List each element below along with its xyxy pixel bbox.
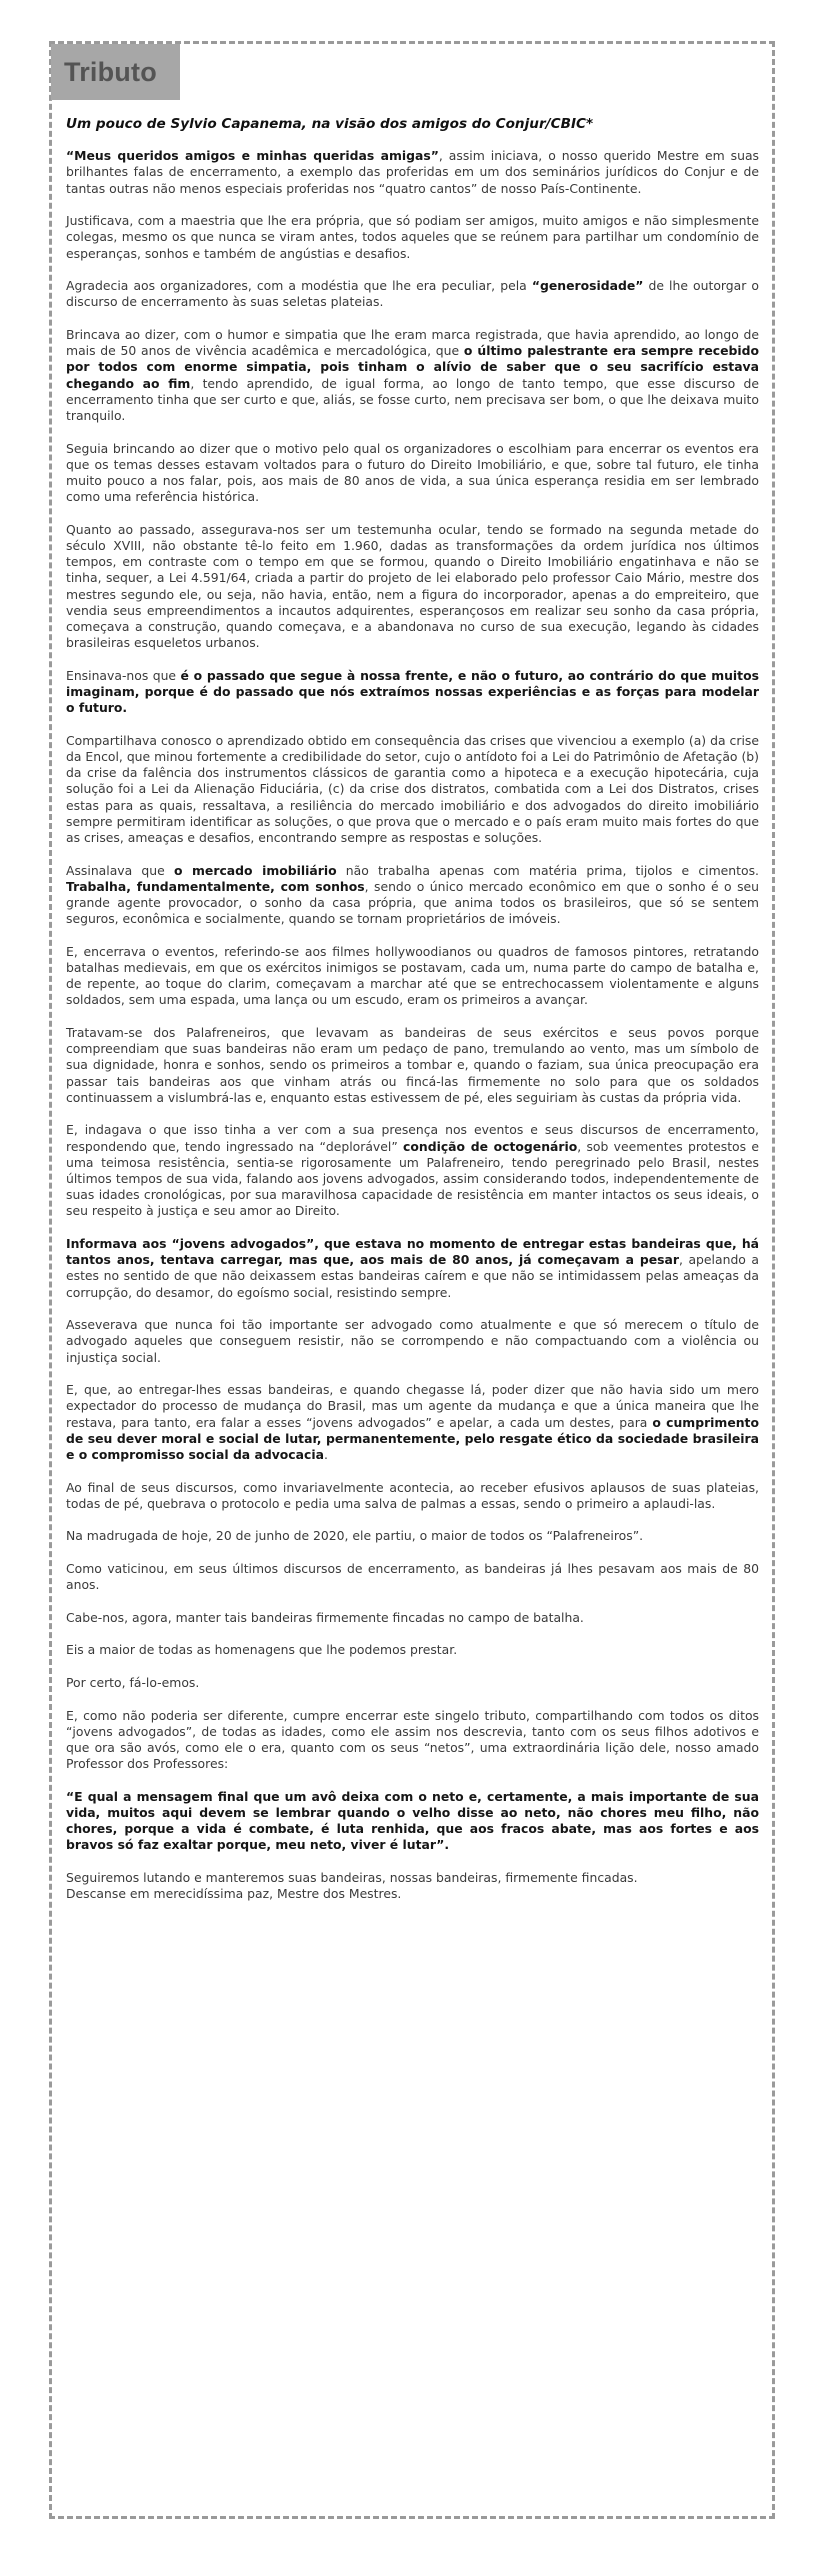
text-run: Agradecia aos organizadores, com a modéstia que lhe era peculiar, pela (66, 278, 532, 294)
bold-text: o mercado imobiliário (173, 862, 337, 878)
article-body (66, 116, 759, 1919)
text-run: . (323, 1447, 328, 1463)
text-run: Asseverava que nunca foi tão importante ser advogado como atualmente e que só merecem o título de advogado aqueles que conseguem resistir, não se corrompendo e não compactuando com a violência ou injustiça social. (66, 1317, 759, 1365)
text-run: Por certo, fá-lo-emos. (66, 1675, 200, 1691)
text-run: Eis a maior de todas as homenagens que lhe podemos prestar. (66, 1642, 458, 1658)
closing-line: Seguiremos lutando e manteremos suas bandeiras, nossas bandeiras, firmemente fincadas. (66, 1870, 638, 1886)
text-run: Compartilhava conosco o aprendizado obtido em consequência das crises que vivenciou a exemplo (a) da crise da Encol, que minou fortemente a credibilidade do setor, cujo o antídoto foi a Lei do Patrimônio de Afetação (b) da crise da falência dos instrumentos clássicos de garantia como a hipoteca e a execução hipotecária, cuja solução foi a Lei da Alienação Fiduciária, (c) da crise dos distratos, combatida com a Lei dos Distratos, crises estas para as quais, ressaltava, a resiliência do mercado imobiliário e dos advogados do direito imobiliário sempre permitiram identificar as soluções, o que prova que o mercado e o país eram muito mais fortes do que as crises, ameaças e desafios, encontrando sempre as respostas e soluções. (66, 732, 759, 846)
bold-text: o último palestrante era sempre recebido por todos com enorme simpatia, pois tinham o alívio de saber que o seu sacrifício estava chegando ao fim (66, 343, 759, 391)
bold-text: “Meus queridos amigos e minhas queridas amigas” (66, 148, 439, 164)
paragraph (66, 1642, 759, 1658)
text-run: , apelando a estes no sentido de que não deixassem estas bandeiras caírem e que não se intimidassem pelas ameaças da corrupção, do desamor, do egoísmo social, resistindo sempre. (66, 1252, 760, 1300)
text-run: não trabalha apenas com matéria prima, tijolos e cimentos. (336, 862, 759, 878)
paragraph (66, 441, 759, 506)
text-run: Quanto ao passado, assegurava-nos ser um testemunha ocular, tendo se formado na segunda metade do século XVIII, não obstante tê-lo feito em 1.960, dadas as transformações da ordem jurídica nos últimos tempos, em contraste com o tempo em que se formou, quando o Direito Imobiliário engatinhava e não se tinha, sequer, a Lei 4.591/64, criada a partir do projeto de lei elaborado pelo professor Caio Mário, mestre dos mestres segundo ele, ou seja, não havia, então, nem a figura do incorporador, apenas a do empreiteiro, que vendia seus empreendimentos a incautos adquirentes, esperançosos em realizar seu sonho da casa própria, começava a construção, quando começava, e a abandonava no curso de sua execução, legando às cidades brasileiras esqueletos urbanos. (66, 521, 759, 651)
text-run: Cabe-nos, agora, manter tais bandeiras firmemente fincadas no campo de batalha. (66, 1609, 584, 1625)
text-run: , tendo aprendido, de igual forma, ao longo de tanto tempo, que esse discurso de encerramento tinha que ser curto e que, aliás, se fosse curto, nem precisava ser bom, o que lhe deixava muito tranquilo. (66, 375, 759, 424)
paragraph (66, 148, 759, 197)
paragraph (66, 522, 759, 652)
paragraph (66, 1528, 759, 1544)
text-run: E, indagava o que isso tinha a ver com a sua presença nos eventos e seus discursos de encerramento, respondendo que, tendo ingressado na “deplorável” (66, 1122, 759, 1154)
bold-text: é o passado que segue à nossa frente, e não o futuro, ao contrário do que muitos imaginam, porque é do passado que nós extraímos nossas experiências e as forças para modelar o futuro. (66, 667, 759, 716)
text-run: E, que, ao entregar-lhes essas bandeiras, e quando chegasse lá, poder dizer que não havia sido um mero expectador do processo de mudança do Brasil, mas um agente da mudança e que a única maneira que lhe restava, para tanto, era falar a esses “jovens advogados” e apelar, a cada um destes, para (66, 1382, 759, 1430)
paragraph (66, 1708, 759, 1773)
paragraph (66, 1025, 759, 1106)
paragraph (66, 944, 759, 1009)
text-run: Justificava, com a maestria que lhe era própria, que só podiam ser amigos, muito amigos e não simplesmente colegas, mesmo os que nunca se viram antes, todos aqueles que se reúnem para partilhar um condomínio de esperanças, sonhos e também de angústias e desafios. (66, 213, 759, 261)
text-run: Tratavam-se dos Palafreneiros, que levavam as bandeiras de seus exércitos e seus povos porque compreendiam que suas bandeiras não eram um pedaço de pano, tremulando ao vento, mas um símbolo de sua dignidade, honra e sonhos, sendo os primeiros a tombar e, quando o faziam, sua única preocupação era passar tais bandeiras aos que vinham atrás ou fincá-las firmemente no solo para que os soldados continuassem a vislumbrá-las e, enquanto estas estivessem de pé, eles seguiriam às custas da própria vida. (66, 1025, 759, 1105)
bold-text: o cumprimento de seu dever moral e social de lutar, permanentemente, pelo resgate ético da sociedade brasileira e o compromisso social da advocacia (66, 1414, 759, 1463)
paragraph-list (66, 148, 759, 1853)
paragraph (66, 1675, 759, 1691)
text-run: , assim iniciava, o nosso querido Mestre em suas brilhantes falas de encerramento, a exemplo das proferidas em um dos seminários jurídicos do Conjur e de tantas outras não menos especiais proferidas nos “quatro cantos” de nosso País-Continente. (66, 148, 759, 196)
paragraph (66, 863, 759, 928)
bold-text: condição de octogenário (403, 1138, 578, 1154)
text-run: Ao final de seus discursos, como invariavelmente acontecia, ao receber efusivos aplausos de suas plateias, todas de pé, quebrava o protocolo e pedia uma salva de palmas a essas, sendo o primeiro a aplaudi-las. (66, 1479, 759, 1511)
paragraph (66, 1236, 759, 1301)
closing-line: Descanse em merecidíssima paz, Mestre dos Mestres. (66, 1886, 402, 1902)
text-run: Ensinava-nos que (66, 667, 181, 683)
text-run: Seguia brincando ao dizer que o motivo pelo qual os organizadores o escolhiam para encerrar os eventos era que os temas desses estavam voltados para o futuro do Direito Imobiliário, e que, sobre tal futuro, ele tinha muito pouco a nos falar, pois, aos mais de 80 anos de vida, a sua única esperança residia em ser lembrado como uma referência histórica. (66, 440, 759, 505)
text-run: Brincava ao dizer, com o humor e simpatia que lhe eram marca registrada, que havia aprendido, ao longo de mais de 50 anos de vivência acadêmica e mercadológica, que (66, 327, 759, 359)
text-run: , sob veementes protestos e uma teimosa resistência, sentia-se rigorosamente um Palafreneiro, tendo peregrinado pelo Brasil, nestes últimos tempos de sua vida, falando aos jovens advogados, assim considerando todos, independentemente de suas idades cronológicas, por sua maravilhosa capacidade de resistência em manter intactos os seus ideais, o seu respeito à justiça e seu amor ao Direito. (66, 1138, 759, 1219)
paragraph (66, 1789, 759, 1854)
paragraph (66, 278, 759, 310)
closing-paragraph (66, 1870, 759, 1902)
bold-text: Trabalha, fundamentalmente, com sonhos (66, 878, 365, 894)
paragraph (66, 1317, 759, 1366)
bold-text: Informava aos “jovens advogados”, que estava no momento de entregar estas bandeiras que, há tantos anos, tentava carregar, mas que, aos mais de 80 anos, já começavam a pesar (66, 1236, 759, 1268)
text-run: Na madrugada de hoje, 20 de junho de 2020, ele partiu, o maior de todos os “Palafreneiros”. (66, 1528, 644, 1544)
text-run: Como vaticinou, em seus últimos discursos de encerramento, as bandeiras já lhes pesavam aos mais de 80 anos. (66, 1561, 759, 1593)
paragraph (66, 1122, 759, 1219)
paragraph (66, 668, 759, 717)
bold-text: “generosidade” (531, 278, 644, 294)
paragraph (66, 1382, 759, 1463)
article-subtitle: Um pouco de Sylvio Capanema, na visão dos amigos do Conjur/CBIC* (66, 116, 594, 132)
bold-text: “E qual a mensagem final que um avô deixa com o neto e, certamente, a mais importante de sua vida, muitos aqui devem se lembrar quando o velho disse ao neto, não chores meu filho, não chores, porque a vida é combate, é luta renhida, que aos fracos abate, mas aos fortes e aos bravos só faz exaltar porque, meu neto, viver é lutar”. (66, 1788, 759, 1853)
paragraph (66, 1561, 759, 1593)
paragraph (66, 733, 759, 846)
paragraph (66, 213, 759, 262)
text-run: de lhe outorgar o discurso de encerramento às suas seletas plateias. (66, 278, 760, 310)
text-run: E, como não poderia ser diferente, cumpre encerrar este singelo tributo, compartilhando com todos os ditos “jovens advogados”, de todas as idades, como ele assim nos descrevia, tanto com os seus filhos adotivos e que ora são avós, como ele o era, quanto com os seus “netos”, uma extraordinária lição dele, nosso amado Professor dos Professores: (66, 1707, 759, 1772)
section-label: Tributo (64, 57, 157, 87)
text-run: , sendo o único mercado econômico em que o sonho é o seu grande agente provocador, o sonho da casa própria, que anima todos os brasileiros, que só se sentem seguros, econômica e socialmente, quando se tornam proprietários de imóveis. (66, 878, 759, 927)
paragraph (66, 327, 759, 424)
text-run: E, encerrava o eventos, referindo-se aos filmes hollywoodianos ou quadros de famosos pintores, retratando batalhas medievais, em que os exércitos inimigos se postavam, cada um, numa parte do campo de batalha e, de repente, ao toque do clarim, começavam a marchar até que se entrechocassem violentamente e alguns soldados, sem uma espada, uma lança ou um escudo, eram os primeiros a avançar. (66, 943, 759, 1008)
text-run: Assinalava que (66, 862, 174, 878)
section-tab (51, 44, 180, 100)
paragraph (66, 1610, 759, 1626)
paragraph (66, 1480, 759, 1512)
